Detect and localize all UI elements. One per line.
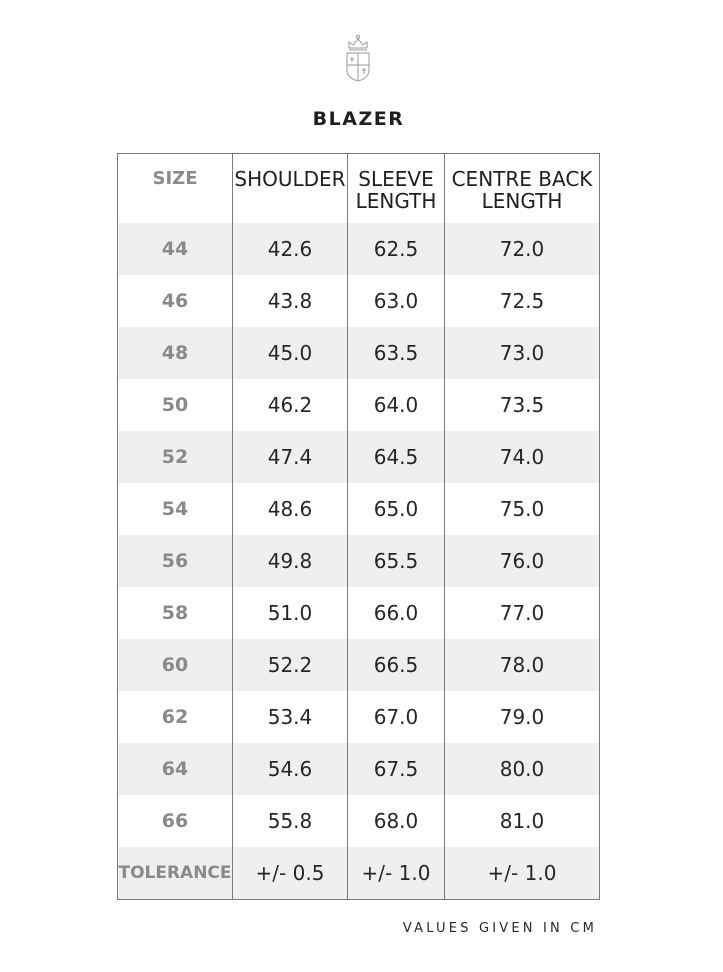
header-shoulder: SHOULDER [233, 154, 348, 223]
cell-back: 72.5 [445, 275, 600, 327]
cell-size: 50 [161, 393, 189, 416]
cell-sleeve: 63.0 [348, 275, 445, 327]
table-row [118, 795, 600, 847]
header-back-line1: CENTRE BACK [451, 167, 593, 191]
units-note: VALUES GIVEN IN CM [402, 921, 597, 936]
cell-back: 77.0 [445, 587, 600, 639]
cell-sleeve: 65.0 [348, 483, 445, 535]
cell-sleeve: 64.5 [348, 431, 445, 483]
cell-back: 74.0 [445, 431, 600, 483]
header-sleeve-line1: SLEEVE [358, 167, 434, 191]
table-row [118, 431, 600, 483]
cell-sleeve: 65.5 [348, 535, 445, 587]
cell-size: 44 [118, 223, 233, 275]
cell-back: 73.0 [445, 327, 600, 379]
cell-sleeve: 67.0 [348, 691, 445, 743]
table-row [118, 275, 600, 327]
cell-sleeve: 68.0 [348, 795, 445, 847]
tolerance-shoulder: +/- 0.5 [233, 847, 348, 900]
header-sleeve-line2: LENGTH [355, 189, 437, 213]
tolerance-label: TOLERANCE [118, 847, 233, 900]
table-row [118, 379, 600, 431]
cell-size: 56 [118, 535, 233, 587]
cell-sleeve: 66.0 [348, 587, 445, 639]
cell-shoulder: 48.6 [233, 483, 348, 535]
header-back-line2: LENGTH [481, 189, 563, 213]
cell-sleeve: 64.0 [348, 379, 445, 431]
cell-size: 46 [161, 289, 189, 312]
cell-back: 72.0 [445, 223, 600, 275]
header-row [118, 154, 600, 223]
cell-shoulder: 49.8 [233, 535, 348, 587]
page-title: BLAZER [312, 108, 405, 130]
cell-back: 73.5 [445, 379, 600, 431]
tolerance-sleeve: +/- 1.0 [348, 847, 445, 900]
cell-sleeve: 63.5 [348, 327, 445, 379]
cell-size: 62 [161, 705, 189, 728]
cell-back: 79.0 [445, 691, 600, 743]
cell-size: 54 [161, 497, 189, 520]
table-row [118, 587, 600, 639]
cell-shoulder: 45.0 [233, 327, 348, 379]
cell-shoulder: 52.2 [233, 639, 348, 691]
cell-back: 81.0 [445, 795, 600, 847]
cell-sleeve: 67.5 [348, 743, 445, 795]
cell-back: 78.0 [445, 639, 600, 691]
cell-shoulder: 47.4 [233, 431, 348, 483]
header-size: SIZE [152, 168, 198, 189]
table-row [118, 327, 600, 379]
cell-sleeve: 66.5 [348, 639, 445, 691]
cell-size: 48 [118, 327, 233, 379]
cell-shoulder: 54.6 [233, 743, 348, 795]
table-row [118, 639, 600, 691]
cell-size: 60 [118, 639, 233, 691]
cell-shoulder: 42.6 [233, 223, 348, 275]
cell-shoulder: 46.2 [233, 379, 348, 431]
cell-size: 66 [161, 809, 189, 832]
table-row [118, 223, 600, 275]
cell-size: 64 [118, 743, 233, 795]
cell-sleeve: 62.5 [348, 223, 445, 275]
table-row [118, 535, 600, 587]
table-row [118, 691, 600, 743]
cell-shoulder: 43.8 [233, 275, 348, 327]
cell-shoulder: 55.8 [233, 795, 348, 847]
header-sleeve-length [348, 154, 445, 223]
header-centre-back-length [445, 154, 600, 223]
cell-shoulder: 51.0 [233, 587, 348, 639]
table-row [118, 483, 600, 535]
cell-shoulder: 53.4 [233, 691, 348, 743]
tolerance-back: +/- 1.0 [445, 847, 600, 900]
cell-back: 75.0 [445, 483, 600, 535]
cell-back: 80.0 [445, 743, 600, 795]
cell-back: 76.0 [445, 535, 600, 587]
crown-shield-icon [344, 34, 372, 82]
cell-size: 58 [161, 601, 189, 624]
size-chart-table [117, 153, 600, 900]
cell-size: 52 [118, 431, 233, 483]
tolerance-row [118, 847, 600, 900]
table-row [118, 743, 600, 795]
